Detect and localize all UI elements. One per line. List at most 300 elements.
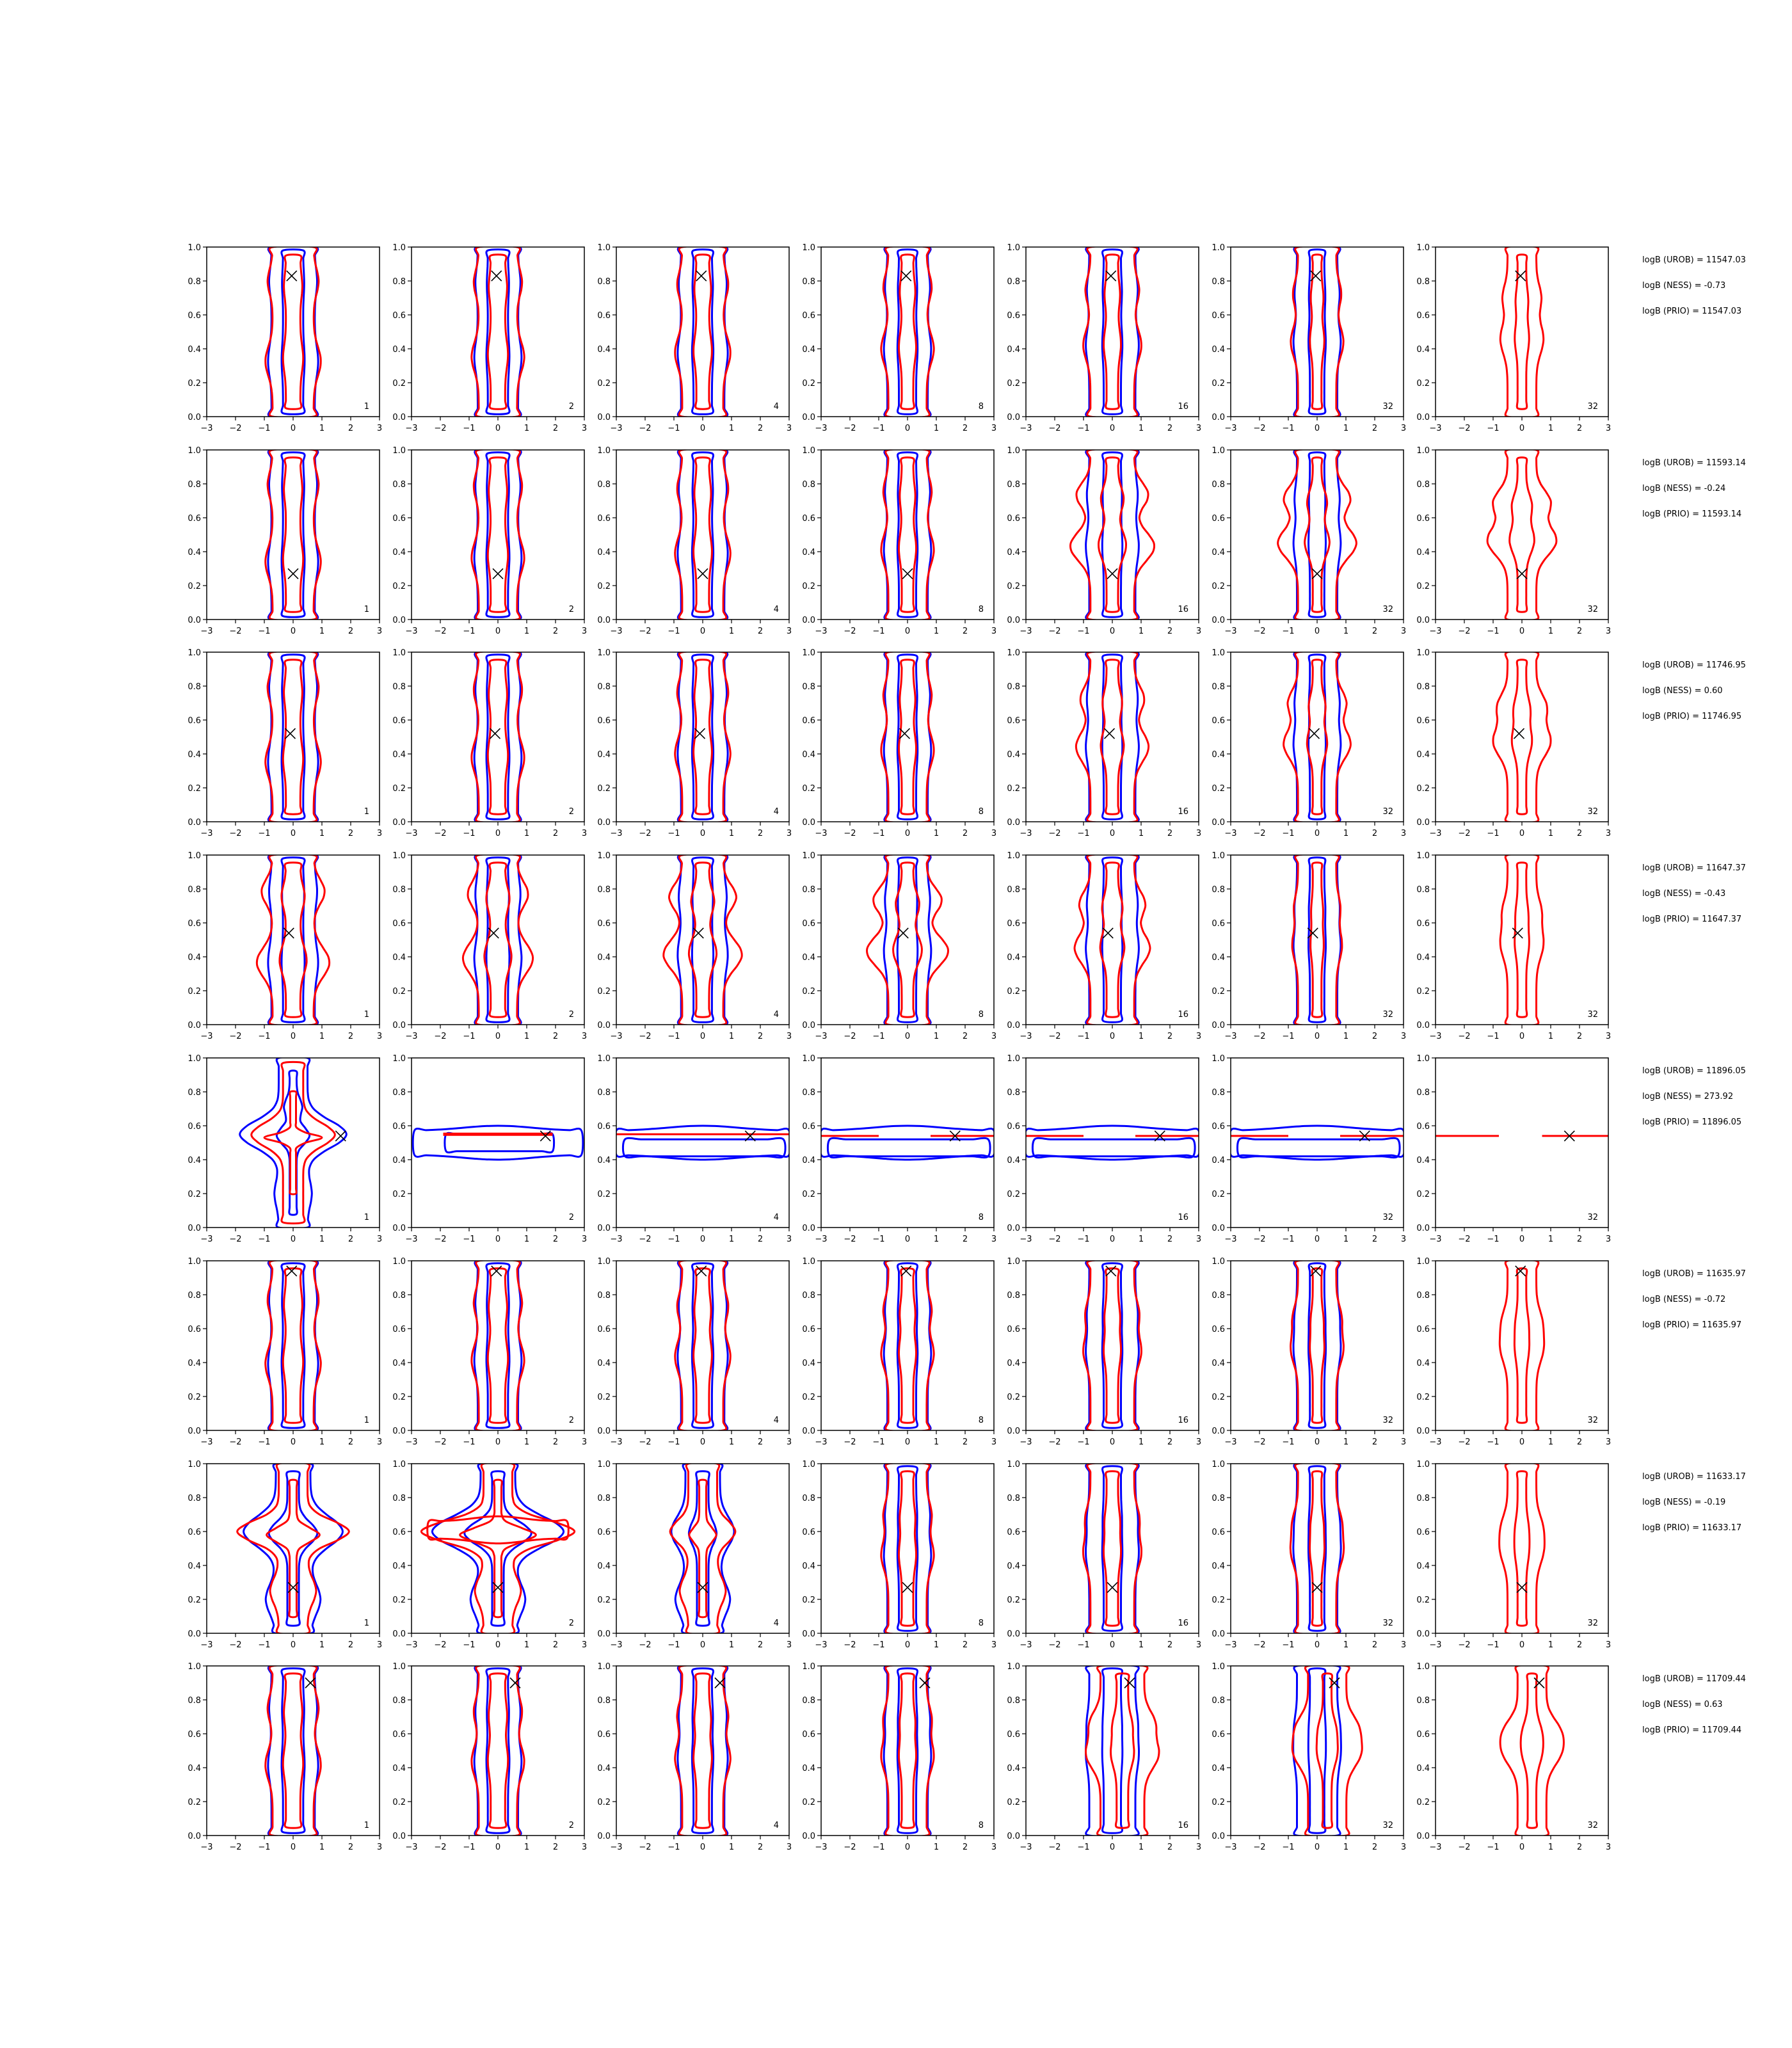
x-tick-label: 0: [1519, 1032, 1525, 1041]
y-tick-label: 0.8: [392, 885, 406, 895]
y-tick-label: 0.0: [1212, 413, 1225, 422]
x-tick-label: 3: [991, 627, 997, 636]
x-tick-label: 2: [1372, 1437, 1378, 1447]
y-tick-label: 0.6: [1007, 716, 1020, 726]
y-tick-label: 0.8: [188, 1291, 201, 1300]
x-tick-label: −3: [200, 1843, 213, 1852]
contour-panel: [1212, 243, 1406, 433]
y-tick-label: 1.0: [1416, 243, 1430, 253]
x-tick-label: −2: [844, 1032, 856, 1041]
blue-contour: [689, 1471, 716, 1626]
x-tick-label: 3: [1400, 627, 1407, 636]
x-tick-label: −2: [1048, 1235, 1061, 1244]
y-tick-label: 0.2: [1212, 379, 1225, 388]
x-tick-label: 2: [1372, 1032, 1378, 1041]
y-tick-label: 0.8: [1416, 1494, 1430, 1503]
contour-panel: [188, 446, 382, 636]
x-tick-label: 0: [495, 424, 501, 433]
y-tick-label: 0.8: [188, 682, 201, 692]
x-tick-label: −1: [463, 1640, 476, 1650]
y-tick-label: 0.4: [1007, 345, 1020, 355]
x-tick-label: 2: [348, 829, 354, 838]
panel-corner-label: 16: [1178, 605, 1188, 614]
contour-lines: [1084, 246, 1142, 417]
x-tick-label: 0: [1519, 627, 1525, 636]
x-tick-label: 3: [786, 424, 792, 433]
panel-corner-label: 2: [568, 402, 574, 412]
x-tick-label: 0: [904, 1843, 911, 1852]
x-tick-label: −1: [463, 1235, 476, 1244]
y-tick-label: 0.8: [392, 1696, 406, 1706]
x-tick-label: 2: [1372, 627, 1378, 636]
red-contour: [1278, 449, 1357, 620]
y-tick-label: 0.0: [188, 616, 201, 625]
contour-panel: [188, 1054, 382, 1244]
panel-corner-label: 4: [773, 1010, 779, 1020]
y-tick-label: 0.6: [597, 311, 611, 321]
marker-x: [1107, 568, 1117, 579]
x-tick-label: 1: [1548, 1843, 1554, 1852]
x-tick-label: 1: [524, 1032, 530, 1041]
panel-corner-label: 16: [1178, 1821, 1188, 1830]
x-tick-label: 3: [991, 1437, 997, 1447]
y-tick-label: 0.6: [1416, 514, 1430, 524]
blue-contour: [884, 449, 931, 620]
x-tick-label: 1: [1548, 1032, 1554, 1041]
x-tick-label: −2: [844, 1843, 856, 1852]
x-tick-label: 3: [376, 424, 383, 433]
x-tick-label: −1: [1487, 1235, 1500, 1244]
x-tick-label: −2: [844, 1640, 856, 1650]
x-tick-label: 1: [933, 1843, 940, 1852]
y-tick-label: 0.8: [1416, 277, 1430, 287]
x-tick-label: 2: [1167, 1235, 1173, 1244]
x-tick-label: −3: [1224, 1437, 1237, 1447]
y-tick-label: 1.0: [188, 243, 201, 253]
contour-panel: [1416, 243, 1611, 433]
x-tick-label: −2: [639, 829, 652, 838]
y-tick-label: 1.0: [597, 1460, 611, 1469]
stats-label: logB (PRIO) = 11633.17: [1642, 1523, 1742, 1533]
axes-frame: [616, 855, 789, 1025]
x-tick-label: −1: [463, 829, 476, 838]
contour-panel: [802, 446, 996, 636]
y-tick-label: 0.8: [1007, 1088, 1020, 1098]
axes-frame: [412, 855, 584, 1025]
x-tick-label: 2: [348, 1437, 354, 1447]
y-tick-label: 0.2: [1007, 1798, 1020, 1807]
y-tick-label: 1.0: [392, 1662, 406, 1672]
x-tick-label: 0: [904, 1437, 911, 1447]
x-tick-label: −3: [610, 1640, 623, 1650]
x-tick-label: 1: [524, 1437, 530, 1447]
y-tick-label: 0.0: [1007, 1629, 1020, 1639]
y-tick-label: 0.6: [188, 716, 201, 726]
y-tick-label: 0.4: [597, 1359, 611, 1368]
x-tick-label: 0: [1109, 829, 1116, 838]
y-tick-label: 0.0: [597, 1629, 611, 1639]
blue-contour: [1102, 1263, 1122, 1428]
blue-contour: [445, 1133, 554, 1152]
blue-contour: [244, 1462, 343, 1634]
y-tick-label: 0.8: [597, 480, 611, 490]
marker-x: [898, 928, 908, 938]
y-tick-label: 0.6: [1416, 1122, 1430, 1132]
y-tick-label: 0.4: [1416, 1562, 1430, 1571]
x-tick-label: 1: [1343, 1032, 1349, 1041]
blue-contour: [474, 1260, 522, 1431]
y-tick-label: 0.0: [392, 1224, 406, 1233]
x-tick-label: −1: [1077, 1235, 1090, 1244]
y-tick-label: 0.0: [802, 616, 815, 625]
x-tick-label: 3: [1196, 1843, 1202, 1852]
red-contour: [675, 1665, 731, 1836]
stats-label: logB (PRIO) = 11647.37: [1642, 915, 1742, 924]
x-tick-label: −2: [1458, 1843, 1471, 1852]
axes-frame: [616, 1464, 789, 1633]
y-tick-label: 1.0: [1212, 1257, 1225, 1267]
x-tick-label: −1: [872, 1235, 885, 1244]
y-tick-label: 0.8: [392, 277, 406, 287]
contour-panel: [1416, 1460, 1611, 1650]
x-tick-label: 0: [290, 1032, 296, 1041]
y-tick-label: 0.4: [597, 345, 611, 355]
panel-corner-label: 1: [364, 1821, 369, 1830]
stats-label: logB (UROB) = 11896.05: [1642, 1066, 1746, 1076]
x-tick-label: −2: [1458, 1032, 1471, 1041]
contour-lines: [1075, 854, 1150, 1025]
stats-label: logB (UROB) = 11593.14: [1642, 458, 1746, 468]
y-tick-label: 0.8: [1212, 885, 1225, 895]
x-tick-label: 0: [290, 1843, 296, 1852]
x-tick-label: 1: [319, 424, 325, 433]
x-tick-label: 2: [757, 1437, 764, 1447]
x-tick-label: −2: [1458, 424, 1471, 433]
x-tick-label: −2: [1048, 424, 1061, 433]
marker-x: [1105, 728, 1115, 739]
contour-lines: [472, 1665, 524, 1836]
panel-corner-label: 2: [568, 1010, 574, 1020]
marker-x: [1103, 928, 1113, 938]
x-tick-label: 0: [700, 627, 706, 636]
contour-lines: [675, 1665, 731, 1836]
panel-corner-label: 8: [978, 807, 984, 817]
y-tick-label: 1.0: [1416, 1054, 1430, 1064]
y-tick-label: 0.6: [1007, 1325, 1020, 1334]
x-tick-label: 1: [1138, 1843, 1144, 1852]
x-tick-label: 0: [1519, 1235, 1525, 1244]
contour-panel: [597, 243, 792, 433]
x-tick-label: −2: [844, 627, 856, 636]
red-contour: [237, 1462, 349, 1634]
x-tick-label: −3: [1020, 829, 1032, 838]
x-tick-label: −1: [668, 627, 680, 636]
x-tick-label: 2: [1372, 1235, 1378, 1244]
x-tick-label: 3: [1196, 1235, 1202, 1244]
contour-lines: [413, 1126, 583, 1160]
red-contour: [881, 1665, 934, 1836]
y-tick-label: 0.6: [1212, 311, 1225, 321]
y-tick-label: 0.8: [597, 682, 611, 692]
y-tick-label: 0.2: [188, 379, 201, 388]
x-tick-label: −1: [1077, 627, 1090, 636]
y-tick-label: 0.8: [392, 1088, 406, 1098]
y-tick-label: 0.2: [392, 582, 406, 591]
x-tick-label: 0: [495, 1640, 501, 1650]
x-tick-label: 2: [552, 1843, 559, 1852]
x-tick-label: −3: [405, 829, 418, 838]
y-tick-label: 1.0: [597, 1662, 611, 1672]
axes-frame: [616, 247, 789, 417]
x-tick-label: 3: [991, 1235, 997, 1244]
blue-contour: [678, 449, 728, 620]
x-tick-label: 0: [290, 1437, 296, 1447]
axes-frame: [412, 1058, 584, 1228]
panel-corner-label: 8: [978, 1010, 984, 1020]
x-tick-label: 0: [290, 1640, 296, 1650]
x-tick-label: −3: [610, 1235, 623, 1244]
panel-corner-label: 4: [773, 1821, 779, 1830]
x-tick-label: −2: [434, 1640, 447, 1650]
x-tick-label: 1: [1548, 1235, 1554, 1244]
axes-frame: [1026, 247, 1199, 417]
contour-lines: [675, 246, 730, 417]
x-tick-label: −1: [1487, 424, 1500, 433]
y-tick-label: 0.0: [802, 1224, 815, 1233]
stats-label: logB (NESS) = -0.73: [1642, 281, 1726, 291]
x-tick-label: 1: [1343, 1640, 1349, 1650]
x-tick-label: −3: [1224, 1235, 1237, 1244]
panel-corner-label: 32: [1382, 1619, 1393, 1628]
x-tick-label: 1: [728, 424, 735, 433]
y-tick-label: 0.2: [1007, 1190, 1020, 1199]
x-tick-label: 3: [581, 829, 588, 838]
y-tick-label: 0.2: [1212, 1393, 1225, 1402]
x-tick-label: 2: [348, 424, 354, 433]
x-tick-label: 2: [757, 829, 764, 838]
blue-contour: [1102, 1466, 1123, 1631]
x-tick-label: 3: [1605, 1640, 1612, 1650]
x-tick-label: 0: [904, 424, 911, 433]
x-tick-label: 3: [1400, 829, 1407, 838]
x-tick-label: 2: [962, 627, 968, 636]
x-tick-label: 1: [728, 1640, 735, 1650]
contour-panel: [392, 1662, 587, 1852]
x-tick-label: 2: [1576, 1843, 1583, 1852]
x-tick-label: −3: [1020, 1640, 1032, 1650]
y-tick-label: 0.8: [1007, 682, 1020, 692]
x-tick-label: −1: [1282, 424, 1295, 433]
stats-label: logB (UROB) = 11635.97: [1642, 1269, 1746, 1279]
x-tick-label: −3: [815, 424, 828, 433]
y-tick-label: 0.2: [1416, 987, 1430, 996]
y-tick-label: 1.0: [597, 1257, 611, 1267]
x-tick-label: −2: [1048, 1843, 1061, 1852]
contour-lines: [881, 246, 934, 417]
x-tick-label: −3: [1224, 829, 1237, 838]
y-tick-label: 0.8: [188, 277, 201, 287]
x-tick-label: 2: [757, 424, 764, 433]
y-tick-label: 0.6: [1007, 311, 1020, 321]
contour-panel: [597, 1054, 792, 1244]
y-tick-label: 0.0: [597, 616, 611, 625]
red-contour: [664, 854, 742, 1025]
contour-panel: [1007, 851, 1201, 1041]
red-contour: [1083, 1462, 1141, 1634]
contour-panel: [188, 851, 382, 1041]
panel-corner-label: 16: [1178, 807, 1188, 817]
marker-x: [288, 568, 298, 579]
red-contour: [472, 246, 524, 417]
figure-row: [188, 243, 1746, 433]
y-tick-label: 0.8: [1007, 1291, 1020, 1300]
red-contour: [428, 1516, 569, 1543]
contour-panel: [597, 851, 792, 1041]
x-tick-label: 0: [1314, 1640, 1320, 1650]
x-tick-label: −1: [1077, 1437, 1090, 1447]
y-tick-label: 1.0: [597, 1054, 611, 1064]
blue-contour: [820, 1126, 996, 1160]
x-tick-label: 1: [524, 1640, 530, 1650]
y-tick-label: 0.2: [188, 1190, 201, 1199]
x-tick-label: 2: [1576, 627, 1583, 636]
y-tick-label: 0.0: [1212, 818, 1225, 828]
y-tick-label: 0.0: [392, 1021, 406, 1030]
contour-lines: [1292, 854, 1342, 1025]
x-tick-label: 3: [376, 1032, 383, 1041]
x-tick-label: −1: [258, 1640, 271, 1650]
contour-panel: [802, 851, 996, 1041]
x-tick-label: 0: [904, 627, 911, 636]
x-tick-label: −2: [639, 1437, 652, 1447]
x-tick-label: 2: [1167, 627, 1173, 636]
y-tick-label: 0.0: [1007, 818, 1020, 828]
x-tick-label: 3: [786, 829, 792, 838]
x-tick-label: 2: [552, 829, 559, 838]
x-tick-label: −3: [200, 829, 213, 838]
x-tick-label: −2: [229, 1640, 242, 1650]
x-tick-label: −3: [1429, 1640, 1442, 1650]
x-tick-label: −2: [434, 829, 447, 838]
stats-label: logB (PRIO) = 11896.05: [1642, 1117, 1742, 1127]
blue-contour: [897, 1263, 918, 1428]
y-tick-label: 0.4: [1007, 953, 1020, 963]
y-tick-label: 0.0: [1416, 818, 1430, 828]
x-tick-label: −2: [1458, 627, 1471, 636]
y-tick-label: 0.8: [1212, 277, 1225, 287]
x-tick-label: 0: [1109, 1843, 1116, 1852]
x-tick-label: −3: [1020, 1032, 1032, 1041]
blue-contour: [623, 1138, 785, 1157]
y-tick-label: 0.0: [597, 1832, 611, 1841]
y-tick-label: 0.4: [597, 1764, 611, 1773]
y-tick-label: 0.0: [188, 1224, 201, 1233]
x-tick-label: −3: [1020, 1843, 1032, 1852]
red-contour: [675, 1260, 731, 1431]
red-contour: [1290, 1462, 1343, 1634]
x-tick-label: −3: [1020, 627, 1032, 636]
x-tick-label: −2: [1458, 1437, 1471, 1447]
x-tick-label: 2: [552, 627, 559, 636]
x-tick-label: −2: [844, 829, 856, 838]
y-tick-label: 0.2: [597, 379, 611, 388]
y-tick-label: 0.8: [1212, 1088, 1225, 1098]
blue-contour: [1086, 246, 1139, 417]
x-tick-label: −1: [1282, 1437, 1295, 1447]
y-tick-label: 0.0: [392, 1427, 406, 1436]
blue-contour: [1293, 246, 1341, 417]
contour-lines: [670, 1462, 735, 1634]
red-contour: [1103, 1471, 1121, 1626]
x-tick-label: −2: [434, 1032, 447, 1041]
y-tick-label: 0.2: [802, 987, 815, 996]
y-tick-label: 1.0: [392, 1257, 406, 1267]
x-tick-label: 3: [1196, 1437, 1202, 1447]
y-tick-label: 0.6: [392, 311, 406, 321]
y-tick-label: 0.8: [597, 1088, 611, 1098]
y-tick-label: 0.8: [1007, 885, 1020, 895]
y-tick-label: 1.0: [392, 648, 406, 658]
x-tick-label: −3: [1224, 627, 1237, 636]
x-tick-label: 1: [1343, 627, 1349, 636]
y-tick-label: 0.0: [802, 818, 815, 828]
x-tick-label: 2: [1372, 1843, 1378, 1852]
y-tick-label: 0.0: [597, 1224, 611, 1233]
y-tick-label: 0.0: [392, 818, 406, 828]
y-tick-label: 0.6: [597, 1122, 611, 1132]
contour-lines: [237, 1462, 349, 1634]
y-tick-label: 0.8: [597, 1494, 611, 1503]
contour-lines: [881, 1665, 934, 1836]
red-contour: [266, 1260, 321, 1431]
y-tick-label: 1.0: [1212, 648, 1225, 658]
y-tick-label: 0.6: [802, 1122, 815, 1132]
y-tick-label: 0.0: [392, 1629, 406, 1639]
panel-corner-label: 32: [1382, 1213, 1393, 1222]
y-tick-label: 1.0: [802, 851, 815, 861]
x-tick-label: 3: [786, 1437, 792, 1447]
axes-frame: [412, 1666, 584, 1836]
y-tick-label: 0.2: [1416, 784, 1430, 794]
panel-corner-label: 2: [568, 1619, 574, 1628]
x-tick-label: 1: [1343, 424, 1349, 433]
x-tick-label: 1: [728, 1437, 735, 1447]
x-tick-label: 3: [1400, 1235, 1407, 1244]
contour-panel: [188, 1460, 382, 1650]
red-contour: [266, 449, 321, 620]
contour-lines: [240, 1057, 347, 1228]
y-tick-label: 1.0: [188, 1054, 201, 1064]
panel-corner-label: 1: [364, 1619, 369, 1628]
y-tick-label: 0.0: [1007, 413, 1020, 422]
x-tick-label: −3: [405, 1235, 418, 1244]
blue-contour: [1086, 1462, 1139, 1634]
x-tick-label: −3: [610, 1437, 623, 1447]
red-contour: [1514, 1268, 1529, 1423]
panel-corner-label: 16: [1178, 1416, 1188, 1425]
x-tick-label: −1: [872, 1032, 885, 1041]
x-tick-label: 0: [904, 1032, 911, 1041]
x-tick-label: −1: [1077, 1843, 1090, 1852]
axes-frame: [207, 1666, 380, 1836]
x-tick-label: −1: [463, 627, 476, 636]
y-tick-label: 1.0: [597, 851, 611, 861]
y-tick-label: 1.0: [802, 1257, 815, 1267]
y-tick-label: 1.0: [1007, 446, 1020, 456]
panel-corner-label: 16: [1178, 1619, 1188, 1628]
panel-corner-label: 4: [773, 1416, 779, 1425]
y-tick-label: 0.0: [1212, 1021, 1225, 1030]
